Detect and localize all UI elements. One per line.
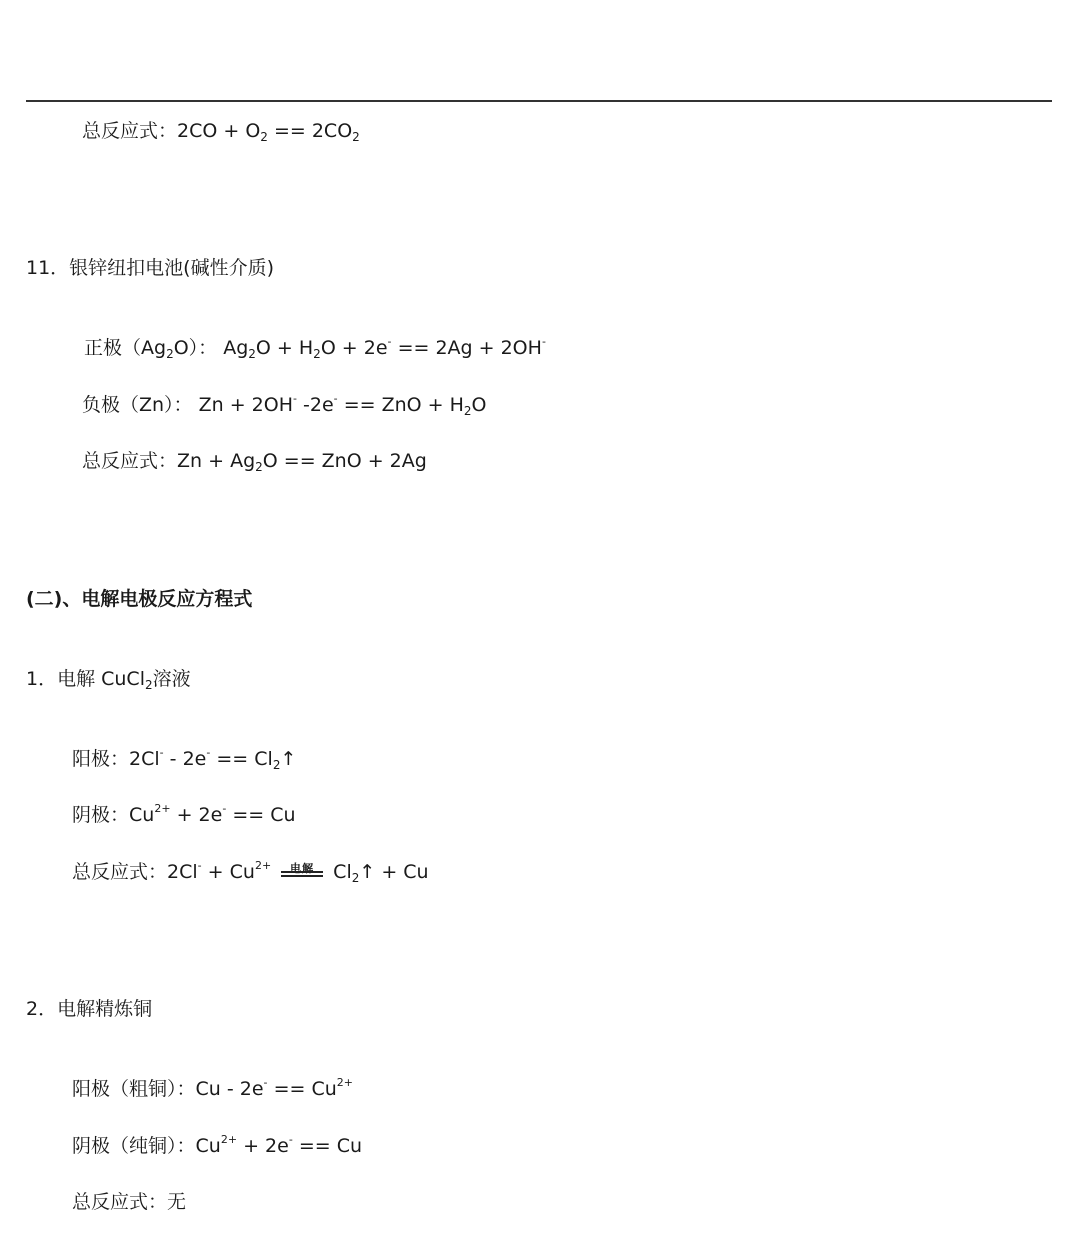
superscript: -: [197, 859, 202, 872]
positive-electrode-equation: [84, 335, 546, 361]
cathode-label: 阴极：: [72, 804, 130, 826]
eq-part: O + H: [255, 337, 314, 359]
superscript: -: [206, 746, 211, 759]
eq-part: Zn + Ag: [177, 450, 256, 472]
subscript: 2: [260, 130, 268, 144]
eq-part: Cu: [195, 1135, 221, 1157]
co-total-reaction: [82, 118, 360, 144]
eq-part: + 2e: [170, 804, 223, 826]
subscript: 2: [255, 460, 263, 474]
eq-part: O: [471, 394, 487, 416]
subscript: 2: [463, 404, 472, 418]
electrolysis-2-anode: [72, 1076, 353, 1102]
subscript: 2: [272, 758, 281, 772]
gas-arrow-icon: ↑: [280, 748, 297, 770]
subscript: 2: [166, 347, 174, 361]
eq-part: + 2e: [237, 1135, 289, 1157]
total-label: 总反应式：: [82, 450, 178, 472]
superscript: -: [263, 1076, 268, 1089]
superscript: 2+: [220, 1133, 238, 1146]
superscript: -: [333, 392, 338, 405]
electrolysis-1-anode: [72, 746, 296, 772]
subscript: 2: [351, 871, 360, 885]
eq-part: == Cl: [210, 748, 273, 770]
eq-part: Zn + 2OH: [198, 394, 293, 416]
eq-part: 2Cl: [167, 861, 198, 883]
eq-part: + Cu: [375, 861, 429, 883]
total-label: 总反应式：: [72, 861, 168, 883]
subscript: 2: [248, 347, 256, 361]
eq-part: == Cu: [226, 804, 296, 826]
total-value: 无: [167, 1191, 187, 1213]
eq-part: == Cu: [267, 1078, 337, 1100]
electrolysis-condition-arrow-icon: [279, 859, 325, 885]
top-divider: [26, 100, 1052, 102]
condition-label: 电解: [290, 862, 315, 875]
eq-part: O + 2e: [320, 337, 388, 359]
subscript: 2: [352, 130, 360, 144]
anode-label: 阳极：: [72, 748, 130, 770]
eq-part: == ZnO + H: [337, 394, 464, 416]
superscript: -: [387, 335, 392, 348]
eq-part: 2CO + O: [177, 120, 261, 142]
title-part: 1．电解 CuCl: [26, 668, 145, 690]
electrolysis-2-total: [72, 1189, 186, 1215]
electrolysis-2-cathode: [72, 1133, 362, 1159]
positive-label-end: O）：: [173, 337, 218, 359]
electrolysis-1-title: [26, 666, 191, 692]
section-heading: (二)、电解电极反应方程式: [26, 588, 253, 610]
eq-part: + Cu: [201, 861, 255, 883]
superscript: -: [288, 1133, 293, 1146]
negative-electrode-equation: [82, 392, 486, 418]
superscript: 2+: [336, 1076, 353, 1089]
eq-part: == 2Ag + 2OH: [391, 337, 542, 359]
title-part: 溶液: [152, 668, 191, 690]
cathode-label: 阴极（纯铜）：: [72, 1135, 196, 1157]
electrolysis-2-title: 2．电解精炼铜: [26, 998, 153, 1020]
eq-part: == 2CO: [267, 120, 353, 142]
electrolysis-1-total: [72, 859, 429, 885]
eq-part: - 2e: [163, 748, 207, 770]
electrolysis-1-cathode: [72, 802, 296, 828]
superscript: -: [541, 335, 546, 348]
eq-part: Cu: [129, 804, 155, 826]
superscript: -: [159, 746, 164, 759]
superscript: -: [222, 802, 227, 815]
arrow-bar: [281, 875, 323, 877]
eq-part: Ag: [223, 337, 249, 359]
eq-part: Cu - 2e: [195, 1078, 264, 1100]
negative-label: 负极（Zn）：: [82, 394, 193, 416]
anode-label: 阳极（粗铜）：: [72, 1078, 196, 1100]
superscript: 2+: [154, 802, 171, 815]
subscript: 2: [144, 678, 153, 692]
arrow-bar: [281, 871, 323, 873]
total-label: 总反应式：: [72, 1191, 168, 1213]
subscript: 2: [313, 347, 321, 361]
battery-total-reaction: [82, 448, 427, 474]
eq-part: O == ZnO + 2Ag: [262, 450, 427, 472]
battery-11-title: 11．银锌纽扣电池(碱性介质): [26, 257, 275, 279]
total-label: 总反应式：: [82, 120, 178, 142]
eq-part: Cl: [333, 861, 352, 883]
positive-label: 正极（Ag: [84, 337, 167, 359]
eq-part: -2e: [296, 394, 334, 416]
superscript: -: [293, 392, 297, 405]
eq-part: == Cu: [292, 1135, 363, 1157]
superscript: 2+: [254, 859, 272, 872]
gas-arrow-icon: ↑: [359, 861, 376, 883]
eq-part: 2Cl: [129, 748, 160, 770]
